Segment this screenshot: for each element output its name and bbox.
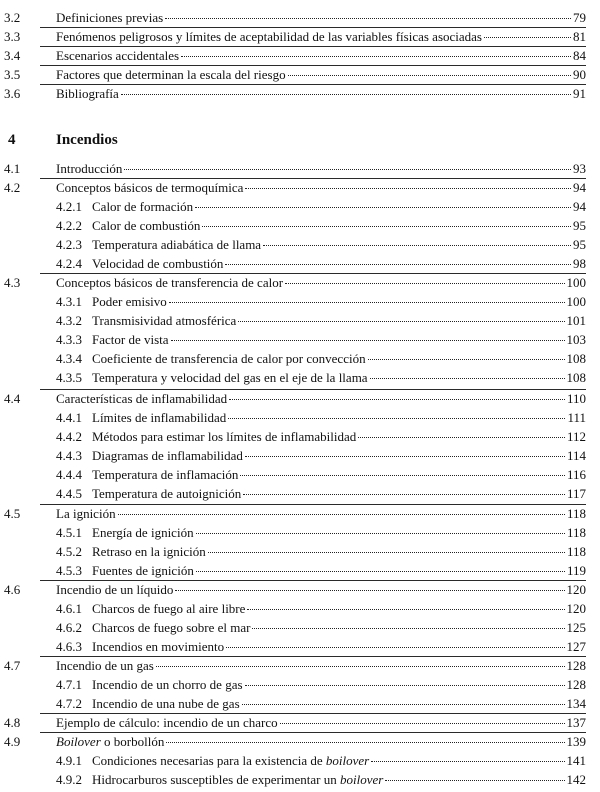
entry-number: 4.3 (4, 275, 21, 290)
dot-leader (226, 647, 564, 648)
entry-title: Incendios en movimiento (92, 639, 225, 654)
dot-leader (245, 456, 565, 457)
entry-number: 4.4.3 (56, 448, 82, 463)
entry-page: 134 (566, 696, 586, 711)
entry-page: 117 (566, 486, 586, 501)
entry-title: Temperatura de inflamación (92, 467, 239, 482)
entry-title: Transmisividad atmosférica (92, 313, 237, 328)
toc-entry-4-4-1[interactable] (0, 409, 600, 427)
entry-number: 4.9.1 (56, 753, 82, 768)
entry-title-italic: Boilover (56, 734, 101, 749)
entry-title: Definiciones previas (56, 10, 164, 25)
entry-number: 4.6.1 (56, 601, 82, 616)
entry-title-italic: boilover (340, 772, 384, 787)
entry-number: 4.7.1 (56, 677, 82, 692)
dot-leader (195, 207, 571, 208)
entry-title-italic: boilover (325, 753, 370, 768)
dot-leader (242, 704, 565, 705)
entry-title: Retraso en la ignición (92, 544, 206, 559)
toc-entry-4-6-3[interactable] (0, 638, 600, 656)
entry-page: 128 (566, 677, 586, 692)
entry-title: Charcos de fuego sobre el mar (92, 620, 251, 635)
entry-number: 4.4.2 (56, 429, 82, 444)
entry-title: Límites de inflamabilidad (92, 410, 227, 425)
entry-page: 118 (566, 506, 586, 521)
dot-leader (202, 226, 571, 227)
entry-number: 4.5 (4, 506, 21, 521)
entry-page: 110 (566, 391, 586, 406)
entry-number: 4.7 (4, 658, 21, 673)
dot-leader (228, 418, 565, 419)
dot-leader (263, 245, 571, 246)
dot-leader (245, 685, 565, 686)
entry-page: 119 (566, 563, 586, 578)
dot-leader (118, 514, 565, 515)
entry-number: 4.3.2 (56, 313, 82, 328)
dot-leader (370, 378, 565, 379)
entry-title: Velocidad de combustión (92, 256, 224, 271)
entry-page: 112 (566, 429, 586, 444)
dot-leader (245, 188, 571, 189)
entry-page: 137 (566, 715, 586, 730)
dot-leader (121, 94, 571, 95)
entry-number: 3.2 (4, 10, 21, 25)
toc-entry-4-3[interactable] (0, 274, 600, 292)
entry-title (56, 733, 164, 751)
entry-number: 4.4.1 (56, 410, 82, 425)
entry-page: 98 (573, 256, 586, 271)
toc-entry-4-4-5[interactable] (0, 485, 600, 503)
entry-page: 95 (573, 237, 586, 252)
entry-page: 128 (566, 658, 586, 673)
entry-title: Incendio de un gas (56, 658, 154, 673)
entry-title: Incendio de una nube de gas (92, 696, 240, 711)
entry-number: 4.3.1 (56, 294, 82, 309)
chapter-number: 4 (8, 132, 16, 148)
toc-entry-4-6[interactable] (0, 581, 600, 599)
dot-leader (208, 552, 565, 553)
entry-number: 4.9 (4, 734, 21, 749)
toc-entry-4-2-2[interactable] (0, 217, 600, 235)
entry-title: Métodos para estimar los límites de inflamabilidad (92, 429, 357, 444)
entry-page: 101 (566, 313, 586, 328)
entry-page: 120 (566, 601, 586, 616)
dot-leader (196, 533, 565, 534)
entry-number: 4.7.2 (56, 696, 82, 711)
dot-leader (169, 302, 565, 303)
toc-entry-3-6[interactable] (0, 85, 600, 103)
toc-entry-4-4-4[interactable] (0, 466, 600, 484)
entry-title: Temperatura adiabática de llama (92, 237, 262, 252)
toc-entry-4-4-2[interactable] (0, 428, 600, 446)
toc-entry-4-2-1[interactable] (0, 198, 600, 216)
toc-entry-4-1[interactable] (0, 160, 600, 178)
entry-title: Conceptos básicos de transferencia de calor (56, 275, 284, 290)
entry-title: Escenarios accidentales (56, 48, 180, 63)
dot-leader (175, 590, 564, 591)
entry-title: Características de inflamabilidad (56, 391, 228, 406)
toc-entry-4-9-1[interactable] (0, 752, 600, 770)
toc-entry-4-6-2[interactable] (0, 619, 600, 637)
entry-title: Incendio de un líquido (56, 582, 174, 597)
entry-page: 108 (566, 351, 586, 366)
entry-page: 94 (573, 199, 586, 214)
toc-entry-4-9-2[interactable] (0, 771, 600, 789)
entry-number: 4.3.3 (56, 332, 82, 347)
entry-number: 4.5.3 (56, 563, 82, 578)
entry-page: 111 (567, 410, 586, 425)
entry-title: Ejemplo de cálculo: incendio de un charco (56, 715, 278, 730)
dot-leader (225, 264, 571, 265)
toc-entry-4-5-1[interactable] (0, 524, 600, 542)
toc-entry-4-5[interactable] (0, 505, 600, 523)
entry-page: 90 (573, 67, 586, 82)
dot-leader (280, 723, 565, 724)
entry-title: Bibliografía (56, 86, 119, 101)
toc-entry-4-8[interactable] (0, 714, 600, 732)
dot-leader (288, 75, 571, 76)
entry-title: Calor de formación (92, 199, 194, 214)
toc-entry-4-3-2[interactable] (0, 312, 600, 330)
entry-title: Factores que determinan la escala del riesgo (56, 67, 286, 82)
entry-number: 3.4 (4, 48, 21, 63)
entry-page: 118 (566, 544, 586, 559)
dot-leader (181, 56, 571, 57)
dot-leader (358, 437, 565, 438)
entry-title: Calor de combustión (92, 218, 201, 233)
entry-page: 142 (566, 772, 586, 787)
dot-leader (165, 18, 571, 19)
entry-number: 4.6 (4, 582, 21, 597)
entry-number: 4.8 (4, 715, 21, 730)
entry-page: 108 (566, 370, 586, 385)
entry-title-text: Condiciones necesarias para la existencia de (92, 753, 326, 768)
entry-page: 118 (566, 525, 586, 540)
chapter-title: Incendios (56, 132, 118, 148)
entry-title: Incendio de un chorro de gas (92, 677, 243, 692)
entry-title: Temperatura y velocidad del gas en el eje de la llama (92, 370, 368, 385)
dot-leader (156, 666, 565, 667)
dot-leader (368, 359, 565, 360)
toc-entry-4-9[interactable] (0, 733, 600, 751)
entry-page: 127 (566, 639, 586, 654)
entry-title: Fenómenos peligrosos y límites de aceptabilidad de las variables físicas asociadas (56, 29, 482, 44)
dot-leader (166, 742, 564, 743)
entry-number: 4.2.4 (56, 256, 82, 271)
entry-page: 141 (566, 753, 586, 768)
entry-title: Temperatura de autoignición (92, 486, 242, 501)
toc-entry-4-7[interactable] (0, 657, 600, 675)
entry-page: 120 (566, 582, 586, 597)
entry-number: 3.5 (4, 67, 21, 82)
entry-title: Introducción (56, 161, 123, 176)
entry-title: Conceptos básicos de termoquímica (56, 180, 244, 195)
entry-page: 81 (573, 29, 586, 44)
toc-entry-4-6-1[interactable] (0, 600, 600, 618)
entry-title-rest: o borbollón (100, 734, 165, 749)
entry-page: 95 (573, 218, 586, 233)
entry-number: 4.5.1 (56, 525, 82, 540)
toc-entry-3-5[interactable] (0, 66, 600, 84)
toc-entry-4-5-2[interactable] (0, 543, 600, 561)
entry-page: 139 (566, 734, 586, 749)
entry-page: 103 (566, 332, 586, 347)
entry-page: 84 (573, 48, 586, 63)
entry-page: 100 (566, 294, 586, 309)
entry-number: 4.2 (4, 180, 21, 195)
toc-entry-4-2[interactable] (0, 179, 600, 197)
entry-number: 4.4 (4, 391, 21, 406)
entry-number: 4.6.2 (56, 620, 82, 635)
entry-title-text: Hidrocarburos susceptibles de experimentar un (92, 772, 341, 787)
toc-entry-4-5-3[interactable] (0, 562, 600, 580)
toc-entry-3-4[interactable] (0, 47, 600, 65)
dot-leader (240, 475, 565, 476)
toc-entry-4-3-4[interactable] (0, 350, 600, 368)
entry-number: 4.2.3 (56, 237, 82, 252)
dot-leader (252, 628, 564, 629)
entry-title: Charcos de fuego al aire libre (92, 601, 246, 616)
entry-number: 4.3.5 (56, 370, 82, 385)
toc-entry-4-4-3[interactable] (0, 447, 600, 465)
dot-leader (247, 609, 564, 610)
dot-leader (385, 780, 564, 781)
entry-number: 4.1 (4, 161, 21, 176)
entry-number: 4.4.4 (56, 467, 82, 482)
entry-title: La ignición (56, 506, 116, 521)
entry-number: 3.6 (4, 86, 21, 101)
toc-entry-4-3-5[interactable] (0, 369, 600, 387)
dot-leader (196, 571, 565, 572)
chapter-heading (0, 130, 600, 150)
dot-leader (229, 399, 565, 400)
dot-leader (285, 283, 564, 284)
entry-page: 125 (566, 620, 586, 635)
entry-page: 100 (566, 275, 586, 290)
toc-entry-4-3-3[interactable] (0, 331, 600, 349)
entry-number: 4.3.4 (56, 351, 82, 366)
entry-number: 4.4.5 (56, 486, 82, 501)
dot-leader (484, 37, 571, 38)
entry-page: 116 (566, 467, 586, 482)
entry-page: 79 (573, 10, 586, 25)
dot-leader (371, 761, 564, 762)
toc-entry-4-2-4[interactable] (0, 255, 600, 273)
entry-number: 4.2.1 (56, 199, 82, 214)
entry-title: Diagramas de inflamabilidad (92, 448, 243, 463)
entry-number: 4.5.2 (56, 544, 82, 559)
entry-title: Energía de ignición (92, 525, 194, 540)
entry-page: 91 (573, 86, 586, 101)
entry-title: Poder emisivo (92, 294, 167, 309)
dot-leader (238, 321, 564, 322)
entry-title: Coeficiente de transferencia de calor por convección (92, 351, 366, 366)
entry-title: Factor de vista (92, 332, 169, 347)
dot-leader (243, 494, 565, 495)
toc-entry-4-2-3[interactable] (0, 236, 600, 254)
entry-number: 4.6.3 (56, 639, 82, 654)
entry-title (92, 752, 369, 770)
entry-title: Fuentes de ignición (92, 563, 194, 578)
entry-title (92, 771, 383, 789)
dot-leader (171, 340, 565, 341)
entry-page: 93 (573, 161, 586, 176)
toc-entry-4-4[interactable] (0, 390, 600, 408)
dot-leader (124, 169, 571, 170)
toc-entry-3-3[interactable] (0, 28, 600, 46)
entry-page: 114 (566, 448, 586, 463)
toc-entry-3-2[interactable] (0, 9, 600, 27)
toc-entry-4-3-1[interactable] (0, 293, 600, 311)
toc-entry-4-7-2[interactable] (0, 695, 600, 713)
entry-number: 4.2.2 (56, 218, 82, 233)
entry-number: 4.9.2 (56, 772, 82, 787)
toc-entry-4-7-1[interactable] (0, 676, 600, 694)
entry-number: 3.3 (4, 29, 21, 44)
entry-page: 94 (573, 180, 586, 195)
